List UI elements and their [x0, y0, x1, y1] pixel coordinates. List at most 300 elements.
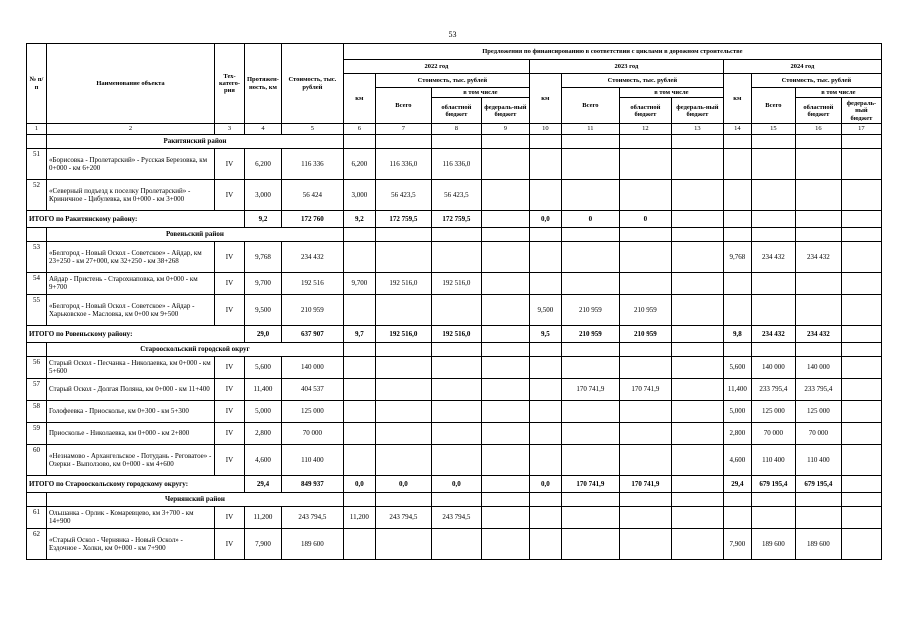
- cell-c10: [529, 148, 561, 179]
- cell-c10: [529, 400, 561, 422]
- blank-cell: [751, 134, 795, 148]
- cell-c10: [529, 272, 561, 294]
- cell-c9: [481, 356, 529, 378]
- total-c16: 234 432: [795, 325, 841, 342]
- blank-cell: [671, 342, 723, 356]
- section-title: Ракитянский район: [47, 134, 344, 148]
- object-name: «Борисовка - Пролетарский» - Русская Березовка, км 0+000 - км 6+200: [47, 148, 215, 179]
- cell-c17: [841, 356, 881, 378]
- total-length: 29,4: [245, 475, 282, 492]
- blank-cell: [431, 134, 481, 148]
- page-number: 53: [448, 30, 457, 39]
- year-2024: 2024 год: [723, 60, 881, 74]
- total-c7: 172 759,5: [375, 210, 431, 227]
- total-length: 9,2: [245, 210, 282, 227]
- object-name: «Белгород - Новый Оскол - Советское» - Айдар - Харьковское - Масловка, км 0+00 км 9+500: [47, 294, 215, 325]
- cell-c15: 110 400: [751, 444, 795, 475]
- blank-cell: [841, 227, 881, 241]
- blank-cell: [529, 492, 561, 506]
- total-row: [27, 325, 882, 342]
- cell-c16: 189 600: [795, 528, 841, 559]
- cell-c17: [841, 241, 881, 272]
- column-number: 11: [561, 124, 619, 134]
- row-number: 61: [27, 506, 47, 528]
- blank-cell: [723, 227, 751, 241]
- category: IV: [215, 400, 245, 422]
- cell-c13: [671, 378, 723, 400]
- cell-c10: [529, 528, 561, 559]
- cell-c16: 70 000: [795, 422, 841, 444]
- blank-cell: [751, 227, 795, 241]
- cell-c8: 56 423,5: [431, 179, 481, 210]
- total-row: [27, 210, 882, 227]
- cell-c9: [481, 294, 529, 325]
- table-row: [27, 506, 882, 528]
- table-row: [27, 356, 882, 378]
- cell-c7: [375, 444, 431, 475]
- total-c11: 210 959: [561, 325, 619, 342]
- federal-2024: федераль-ный бюджет: [841, 98, 881, 124]
- category: IV: [215, 272, 245, 294]
- object-name: Приосколье - Николаевка, км 0+000 - км 2+800: [47, 422, 215, 444]
- cell-c9: [481, 506, 529, 528]
- column-number: 8: [431, 124, 481, 134]
- cell-c9: [481, 241, 529, 272]
- blank-cell: [561, 492, 619, 506]
- cell-c13: [671, 422, 723, 444]
- cost-value: 234 432: [281, 241, 343, 272]
- cell-c15: [751, 179, 795, 210]
- total-cost: 637 907: [281, 325, 343, 342]
- cell-c6: [343, 444, 375, 475]
- cell-c15: 233 795,4: [751, 378, 795, 400]
- row-number: 56: [27, 356, 47, 378]
- total-2023: Всего: [561, 88, 619, 124]
- cell-c17: [841, 378, 881, 400]
- category: IV: [215, 294, 245, 325]
- blank-cell: [481, 227, 529, 241]
- object-name: «Старый Оскол - Чернянка - Новый Оскол» - Ездочное - Холки, км 0+000 - км 7+900: [47, 528, 215, 559]
- cell-c6: 3,000: [343, 179, 375, 210]
- federal-2023: федераль-ный бюджет: [671, 98, 723, 124]
- length-km: 11,200: [245, 506, 282, 528]
- cell-c17: [841, 444, 881, 475]
- regional-2022: областной бюджет: [431, 98, 481, 124]
- blank-cell: [561, 342, 619, 356]
- federal-2022: федераль-ный бюджет: [481, 98, 529, 124]
- table-row: [27, 148, 882, 179]
- blank-cell: [343, 492, 375, 506]
- cell-c12: [619, 506, 671, 528]
- object-name: Айдар - Пристень - Старохнаповка, км 0+000 - км 9+700: [47, 272, 215, 294]
- col-header-num: № п/п: [27, 44, 47, 124]
- blank-cell: [375, 227, 431, 241]
- blank-cell: [795, 227, 841, 241]
- cell-c14: 4,600: [723, 444, 751, 475]
- total-c10: 0,0: [529, 210, 561, 227]
- cell-c6: 6,200: [343, 148, 375, 179]
- row-number: 52: [27, 179, 47, 210]
- column-number: 12: [619, 124, 671, 134]
- cell-c7: [375, 294, 431, 325]
- length-km: 11,400: [245, 378, 282, 400]
- column-number: 17: [841, 124, 881, 134]
- cell-c13: [671, 148, 723, 179]
- cell-c14: [723, 179, 751, 210]
- cell-c12: [619, 179, 671, 210]
- cell-c10: [529, 444, 561, 475]
- total-c13: [671, 210, 723, 227]
- cell-c17: [841, 528, 881, 559]
- km-2023: км: [529, 74, 561, 124]
- cell-c10: [529, 241, 561, 272]
- blank-cell: [841, 134, 881, 148]
- total-c16: [795, 210, 841, 227]
- length-km: 7,900: [245, 528, 282, 559]
- category: IV: [215, 528, 245, 559]
- total-c9: [481, 210, 529, 227]
- cell-c6: [343, 378, 375, 400]
- total-label: ИТОГО по Старооскольскому городскому округу:: [27, 475, 245, 492]
- cost-value: 56 424: [281, 179, 343, 210]
- cost-value: 243 794,5: [281, 506, 343, 528]
- year-2022: 2022 год: [343, 60, 529, 74]
- blank-cell: [795, 134, 841, 148]
- cell-c9: [481, 378, 529, 400]
- blank-cell: [343, 134, 375, 148]
- total-c8: 172 759,5: [431, 210, 481, 227]
- section-title: Старооскольский городской округ: [47, 342, 344, 356]
- cell-c12: [619, 148, 671, 179]
- cell-c16: 234 432: [795, 241, 841, 272]
- blank-cell: [481, 134, 529, 148]
- total-c13: [671, 475, 723, 492]
- cell-c17: [841, 506, 881, 528]
- cell-c16: 125 000: [795, 400, 841, 422]
- object-name: «Незнамово - Архангельское - Потудань - Реговатое» - Озерки - Выползово, км 0+000 - км 4+600: [47, 444, 215, 475]
- cell-c12: [619, 272, 671, 294]
- cell-c12: [619, 241, 671, 272]
- cell-c8: [431, 378, 481, 400]
- table-row: [27, 422, 882, 444]
- length-km: 5,600: [245, 356, 282, 378]
- table-row: [27, 272, 882, 294]
- cell-c12: 210 959: [619, 294, 671, 325]
- length-km: 4,600: [245, 444, 282, 475]
- cost-2023: Стоимость, тыс. рублей: [561, 74, 723, 88]
- cell-c15: [751, 148, 795, 179]
- cost-value: 210 959: [281, 294, 343, 325]
- blank-cell: [343, 227, 375, 241]
- cost-value: 70 000: [281, 422, 343, 444]
- col-header-cost: Стоимость, тыс. рублей: [281, 44, 343, 124]
- total-2022: Всего: [375, 88, 431, 124]
- cell-c11: [561, 356, 619, 378]
- year-2023: 2023 год: [529, 60, 723, 74]
- table-row: [27, 241, 882, 272]
- cell-c17: [841, 400, 881, 422]
- cell-c7: [375, 422, 431, 444]
- cell-c15: 189 600: [751, 528, 795, 559]
- regional-2023: областной бюджет: [619, 98, 671, 124]
- length-km: 9,500: [245, 294, 282, 325]
- row-number: 60: [27, 444, 47, 475]
- cell-c13: [671, 400, 723, 422]
- blank-cell: [619, 134, 671, 148]
- cell-c7: [375, 241, 431, 272]
- col-header-name: Наименование объекта: [47, 44, 215, 124]
- cell-c11: [561, 422, 619, 444]
- total-row: [27, 475, 882, 492]
- km-2024: км: [723, 74, 751, 124]
- cell-c14: 7,900: [723, 528, 751, 559]
- blank-cell: [481, 492, 529, 506]
- object-name: Голофеевка - Приосколье, км 0+300 - км 5+300: [47, 400, 215, 422]
- cell-c6: [343, 528, 375, 559]
- total-c14: 29,4: [723, 475, 751, 492]
- total-c17: [841, 475, 881, 492]
- total-c11: 0: [561, 210, 619, 227]
- column-number: 4: [245, 124, 282, 134]
- col-header-length: Протяжен-ность, км: [245, 44, 282, 124]
- category: IV: [215, 241, 245, 272]
- category: IV: [215, 378, 245, 400]
- total-c16: 679 195,4: [795, 475, 841, 492]
- cell-c11: [561, 179, 619, 210]
- cell-c12: [619, 528, 671, 559]
- cell-c13: [671, 241, 723, 272]
- category: IV: [215, 179, 245, 210]
- cell-c9: [481, 148, 529, 179]
- cell-c11: [561, 400, 619, 422]
- blank-cell: [529, 342, 561, 356]
- cell-c17: [841, 294, 881, 325]
- cell-c15: 234 432: [751, 241, 795, 272]
- cell-c8: [431, 294, 481, 325]
- cost-value: 140 000: [281, 356, 343, 378]
- blank-cell: [795, 492, 841, 506]
- blank-cell: [529, 227, 561, 241]
- cell-c6: 11,200: [343, 506, 375, 528]
- row-number: 51: [27, 148, 47, 179]
- cell-c17: [841, 148, 881, 179]
- row-number: 58: [27, 400, 47, 422]
- blank-cell: [27, 492, 47, 506]
- cell-c10: [529, 506, 561, 528]
- category: IV: [215, 444, 245, 475]
- blank-cell: [619, 342, 671, 356]
- total-c8: 192 516,0: [431, 325, 481, 342]
- cell-c9: [481, 400, 529, 422]
- cell-c6: [343, 294, 375, 325]
- total-c9: [481, 475, 529, 492]
- row-number: 57: [27, 378, 47, 400]
- section-title: Ровеньский район: [47, 227, 344, 241]
- cell-c11: [561, 148, 619, 179]
- column-number: 3: [215, 124, 245, 134]
- table-row: [27, 378, 882, 400]
- cell-c13: [671, 294, 723, 325]
- blank-cell: [795, 342, 841, 356]
- length-km: 5,000: [245, 400, 282, 422]
- total-c14: [723, 210, 751, 227]
- cell-c6: [343, 241, 375, 272]
- blank-cell: [841, 342, 881, 356]
- cell-c14: [723, 294, 751, 325]
- cell-c13: [671, 356, 723, 378]
- cell-c9: [481, 272, 529, 294]
- column-number: 14: [723, 124, 751, 134]
- cell-c7: 56 423,5: [375, 179, 431, 210]
- cell-c14: [723, 272, 751, 294]
- cell-c17: [841, 179, 881, 210]
- cell-c7: 116 336,0: [375, 148, 431, 179]
- cell-c7: [375, 356, 431, 378]
- column-number: 1: [27, 124, 47, 134]
- blank-cell: [841, 492, 881, 506]
- total-c15: [751, 210, 795, 227]
- object-name: Ольшанка - Орлик - Комаревцево, км 3+700 - км 14+900: [47, 506, 215, 528]
- length-km: 9,700: [245, 272, 282, 294]
- blank-cell: [431, 342, 481, 356]
- total-c12: 0: [619, 210, 671, 227]
- length-km: 3,000: [245, 179, 282, 210]
- cell-c12: [619, 356, 671, 378]
- cell-c8: 116 336,0: [431, 148, 481, 179]
- cell-c16: [795, 272, 841, 294]
- cell-c15: 140 000: [751, 356, 795, 378]
- total-c10: 9,5: [529, 325, 561, 342]
- category: IV: [215, 506, 245, 528]
- cell-c11: 170 741,9: [561, 378, 619, 400]
- blank-cell: [723, 492, 751, 506]
- cell-c6: 9,700: [343, 272, 375, 294]
- cell-c17: [841, 272, 881, 294]
- cell-c8: [431, 444, 481, 475]
- object-name: Старый Оскол - Долгая Поляна, км 0+000 - км 11+400: [47, 378, 215, 400]
- including-2022: в том числе: [431, 88, 529, 98]
- blank-cell: [27, 227, 47, 241]
- column-number: 7: [375, 124, 431, 134]
- blank-cell: [723, 342, 751, 356]
- cell-c14: 11,400: [723, 378, 751, 400]
- blank-cell: [619, 227, 671, 241]
- col-header-proposals: Предложения по финансированию в соответствии с циклами в дорожном строительстве: [343, 44, 881, 60]
- col-header-category: Тех-катего-рия: [215, 44, 245, 124]
- cell-c8: [431, 356, 481, 378]
- total-c8: 0,0: [431, 475, 481, 492]
- total-label: ИТОГО по Ровеньскому району:: [27, 325, 245, 342]
- blank-cell: [671, 492, 723, 506]
- row-number: 53: [27, 241, 47, 272]
- blank-cell: [375, 342, 431, 356]
- length-km: 6,200: [245, 148, 282, 179]
- cell-c6: [343, 422, 375, 444]
- cell-c10: [529, 422, 561, 444]
- cell-c8: 192 516,0: [431, 272, 481, 294]
- cell-c13: [671, 272, 723, 294]
- cell-c13: [671, 179, 723, 210]
- cell-c11: [561, 272, 619, 294]
- column-number: 5: [281, 124, 343, 134]
- cell-c16: [795, 148, 841, 179]
- cell-c7: 192 516,0: [375, 272, 431, 294]
- cost-value: 404 537: [281, 378, 343, 400]
- total-c7: 0,0: [375, 475, 431, 492]
- cell-c14: [723, 148, 751, 179]
- cell-c8: [431, 528, 481, 559]
- column-number: 16: [795, 124, 841, 134]
- total-label: ИТОГО по Ракитянскому району:: [27, 210, 245, 227]
- cell-c12: [619, 400, 671, 422]
- total-c10: 0,0: [529, 475, 561, 492]
- cell-c16: [795, 179, 841, 210]
- column-number: 15: [751, 124, 795, 134]
- cell-c10: [529, 356, 561, 378]
- cell-c6: [343, 356, 375, 378]
- cell-c9: [481, 528, 529, 559]
- table-row: [27, 179, 882, 210]
- total-c13: [671, 325, 723, 342]
- table-row: [27, 294, 882, 325]
- cost-2024: Стоимость, тыс. рублей: [751, 74, 881, 88]
- cell-c14: 5,000: [723, 400, 751, 422]
- cell-c11: [561, 528, 619, 559]
- cell-c15: [751, 506, 795, 528]
- cell-c8: 243 794,5: [431, 506, 481, 528]
- cell-c7: [375, 528, 431, 559]
- cell-c12: [619, 444, 671, 475]
- cell-c7: 243 794,5: [375, 506, 431, 528]
- cost-value: 110 400: [281, 444, 343, 475]
- km-2022: км: [343, 74, 375, 124]
- category: IV: [215, 422, 245, 444]
- total-c15: 234 432: [751, 325, 795, 342]
- object-name: «Северный подъезд к поселку Пролетарский» - Криничное - Цибулевка, км 0+000 - км 3+000: [47, 179, 215, 210]
- cell-c11: [561, 506, 619, 528]
- cell-c10: [529, 378, 561, 400]
- row-number: 62: [27, 528, 47, 559]
- cell-c8: [431, 422, 481, 444]
- object-name: Старый Оскол - Песчанка - Николаевка, км 0+000 - км 5+600: [47, 356, 215, 378]
- cell-c15: [751, 294, 795, 325]
- financing-table: [26, 43, 882, 560]
- blank-cell: [561, 227, 619, 241]
- cell-c13: [671, 444, 723, 475]
- cell-c11: [561, 241, 619, 272]
- total-2024: Всего: [751, 88, 795, 124]
- column-number: 10: [529, 124, 561, 134]
- cell-c7: [375, 400, 431, 422]
- total-cost: 849 937: [281, 475, 343, 492]
- blank-cell: [343, 342, 375, 356]
- cell-c14: 2,800: [723, 422, 751, 444]
- cell-c14: [723, 506, 751, 528]
- section-title: Чернянский район: [47, 492, 344, 506]
- blank-cell: [561, 134, 619, 148]
- table-row: [27, 444, 882, 475]
- cell-c10: [529, 179, 561, 210]
- total-c6: 9,2: [343, 210, 375, 227]
- cost-value: 116 336: [281, 148, 343, 179]
- total-c14: 9,8: [723, 325, 751, 342]
- cell-c11: [561, 444, 619, 475]
- blank-cell: [671, 227, 723, 241]
- cell-c12: 170 741,9: [619, 378, 671, 400]
- object-name: «Белгород - Новый Оскол - Советское» - Айдар, км 23+250 - км 27+000, км 32+250 - км 38+268: [47, 241, 215, 272]
- cell-c15: 125 000: [751, 400, 795, 422]
- total-c11: 170 741,9: [561, 475, 619, 492]
